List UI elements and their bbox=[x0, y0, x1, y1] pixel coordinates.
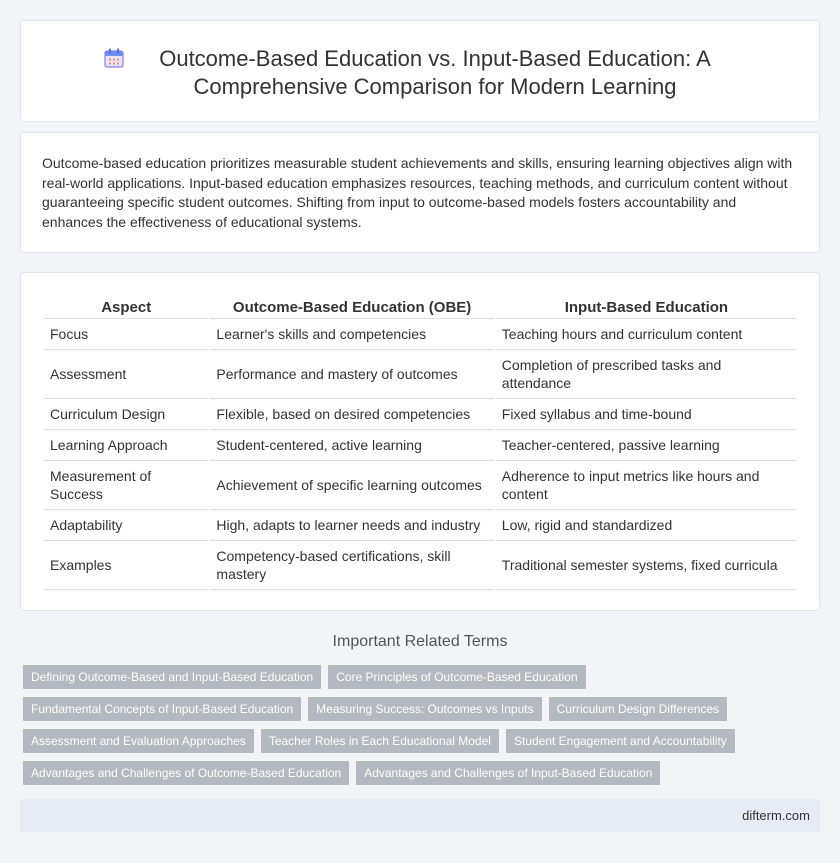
table-cell: Adherence to input metrics like hours and content bbox=[496, 461, 797, 510]
table-cell: Low, rigid and standardized bbox=[496, 510, 797, 541]
header-aspect: Aspect bbox=[44, 295, 208, 319]
table-row bbox=[44, 319, 797, 350]
header-input-based: Input-Based Education bbox=[496, 295, 797, 319]
table-cell: Traditional semester systems, fixed curricula bbox=[496, 541, 797, 590]
table-row bbox=[44, 350, 797, 399]
intro-paragraph: Outcome-based education prioritizes measurable student achievements and skills, ensuring learning objectives align with real-world applications. Input-based education emphasizes resources, teaching methods, and curriculum content without guaranteeing specific student outcomes. Shifting from input to outcome-based models fosters accountability and enhances the effectiveness of educational systems. bbox=[42, 155, 793, 230]
table-cell: Examples bbox=[44, 541, 208, 590]
related-term-tag[interactable]: Advantages and Challenges of Input-Based Education bbox=[356, 761, 660, 785]
comparison-card bbox=[20, 272, 820, 611]
related-term-tag[interactable]: Fundamental Concepts of Input-Based Education bbox=[23, 697, 301, 721]
related-term-tag[interactable]: Measuring Success: Outcomes vs Inputs bbox=[308, 697, 541, 721]
table-cell: Completion of prescribed tasks and attendance bbox=[496, 350, 797, 399]
intro-card bbox=[20, 132, 820, 253]
table-cell: Measurement of Success bbox=[44, 461, 208, 510]
comparison-table bbox=[42, 295, 799, 590]
table-header-row bbox=[44, 295, 797, 319]
table-row bbox=[44, 399, 797, 430]
related-term-tag[interactable]: Teacher Roles in Each Educational Model bbox=[261, 729, 499, 753]
tag-row bbox=[23, 761, 803, 785]
related-term-tag[interactable]: Student Engagement and Accountability bbox=[506, 729, 735, 753]
table-row bbox=[44, 430, 797, 461]
table-cell: Teaching hours and curriculum content bbox=[496, 319, 797, 350]
page-title: Outcome-Based Education vs. Input-Based Education: A Comprehensive Comparison for Modern Learning bbox=[159, 46, 711, 99]
table-cell: Learning Approach bbox=[44, 430, 208, 461]
table-cell: Curriculum Design bbox=[44, 399, 208, 430]
table-row bbox=[44, 461, 797, 510]
tag-row bbox=[23, 697, 803, 721]
table-cell: Learner's skills and competencies bbox=[210, 319, 493, 350]
table-cell: Assessment bbox=[44, 350, 208, 399]
table-row bbox=[44, 541, 797, 590]
footer-site-link[interactable]: difterm.com bbox=[742, 808, 810, 823]
table-cell: Student-centered, active learning bbox=[210, 430, 493, 461]
table-row bbox=[44, 510, 797, 541]
table-cell: Achievement of specific learning outcomes bbox=[210, 461, 493, 510]
related-term-tag[interactable]: Curriculum Design Differences bbox=[549, 697, 728, 721]
related-term-tag[interactable]: Core Principles of Outcome-Based Education bbox=[328, 665, 585, 689]
related-terms-heading: Important Related Terms bbox=[332, 633, 508, 650]
table-cell: Teacher-centered, passive learning bbox=[496, 430, 797, 461]
table-cell: Adaptability bbox=[44, 510, 208, 541]
table-cell: Fixed syllabus and time-bound bbox=[496, 399, 797, 430]
header-obe: Outcome-Based Education (OBE) bbox=[210, 295, 493, 319]
title-card bbox=[20, 20, 820, 122]
footer bbox=[20, 799, 820, 832]
related-term-tag[interactable]: Assessment and Evaluation Approaches bbox=[23, 729, 254, 753]
related-term-tag[interactable]: Defining Outcome-Based and Input-Based Education bbox=[23, 665, 321, 689]
tag-row bbox=[23, 729, 803, 753]
table-cell: Flexible, based on desired competencies bbox=[210, 399, 493, 430]
tag-row bbox=[23, 665, 803, 689]
table-cell: High, adapts to learner needs and industry bbox=[210, 510, 493, 541]
table-cell: Focus bbox=[44, 319, 208, 350]
table-cell: Performance and mastery of outcomes bbox=[210, 350, 493, 399]
related-term-tag[interactable]: Advantages and Challenges of Outcome-Based Education bbox=[23, 761, 349, 785]
table-cell: Competency-based certifications, skill mastery bbox=[210, 541, 493, 590]
related-terms-list bbox=[23, 665, 803, 793]
